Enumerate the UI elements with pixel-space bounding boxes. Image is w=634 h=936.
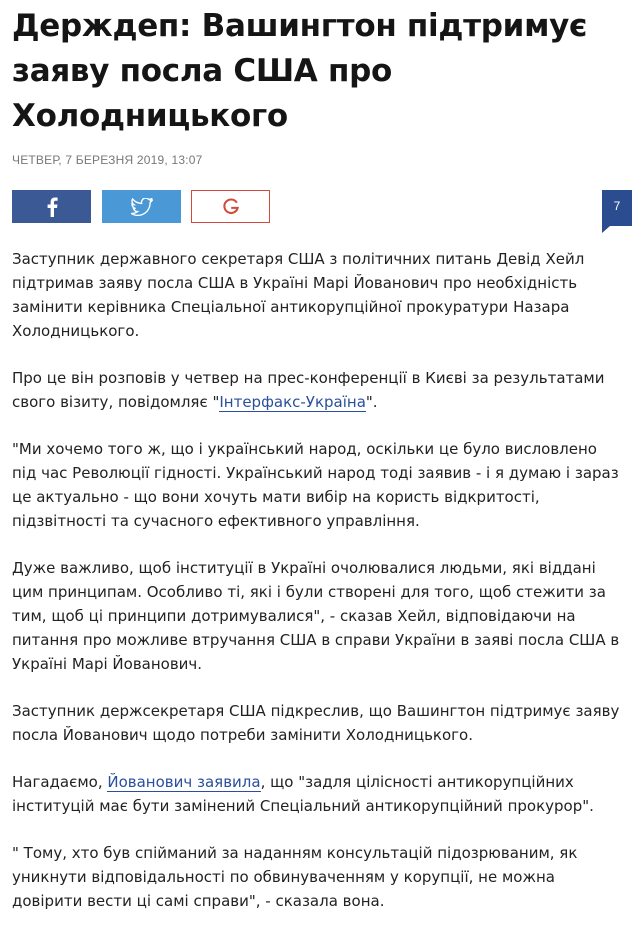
yovanovych-statement-link[interactable]: Йованович заявила [107, 773, 261, 791]
facebook-icon [46, 197, 58, 217]
share-facebook-button[interactable] [12, 190, 91, 223]
article-date: ЧЕТВЕР, 7 БЕРЕЗНЯ 2019, 13:07 [12, 153, 203, 167]
paragraph-6-text-before: Нагадаємо, [12, 773, 108, 791]
paragraph-2 [12, 366, 624, 414]
paragraph-6 [12, 770, 624, 818]
comments-count-badge[interactable]: 7 [602, 190, 632, 226]
twitter-icon [131, 198, 153, 216]
article-title: Держдеп: Вашингтон підтримує заяву посла США про Холодницького [12, 8, 588, 134]
share-google-plus-button[interactable] [191, 190, 270, 223]
paragraph-3: "Ми хочемо того ж, що і український народ, оскільки це було висловлено під час Революції гідності. Український народ тоді заявив - і я думаю і зараз це актуально - що вони хочуть мати вибір на користь відкритості, підзвітності та сучасного ефективного управління. [12, 440, 619, 530]
paragraph-1: Заступник державного секретаря США з політичних питань Девід Хейл підтримав заяву посла США в Україні Марі Йованович про необхідність замінити керівника Спеціальної антикорупційної прокуратури Назара Холодницького. [12, 250, 585, 340]
google-plus-icon [222, 198, 240, 216]
paragraph-6-text-after: , що "задля цілісності антикорупційних інституцій має бути замінений Спеціальний антикорупційний прокурор". [12, 773, 594, 815]
paragraph-5: Заступник держсекретаря США підкреслив, що Вашингтон підтримує заяву посла Йованович щодо потреби замінити Холодницького. [12, 702, 620, 744]
article-body [12, 247, 624, 936]
interfax-link[interactable]: Інтерфакс-Україна [219, 393, 366, 411]
share-twitter-button[interactable] [102, 190, 181, 223]
paragraph-4: Дуже важливо, щоб інституції в Україні очолювалися людьми, які віддані цим принципам. Особливо ті, які і були створені для того, щоб стежити за тим, щоб ці принципи дотримувалися", - сказав Хейл, відповідаючи на питання про можливе втручання США в справи України в заяві посла США в Україні Марі Йованович. [12, 559, 620, 673]
paragraph-2-text-after: ". [365, 393, 378, 411]
paragraph-2-text-before: Про це він розповів у четвер на прес-конференції в Києві за результатами свого візиту, повідомляє " [12, 369, 605, 411]
paragraph-7: " Тому, хто був спійманий за наданням консультацій підозрюваним, як уникнути відповідальності по обвинуваченням у корупції, не можна довірити вести ці самі справи", - сказала вона. [12, 844, 578, 910]
